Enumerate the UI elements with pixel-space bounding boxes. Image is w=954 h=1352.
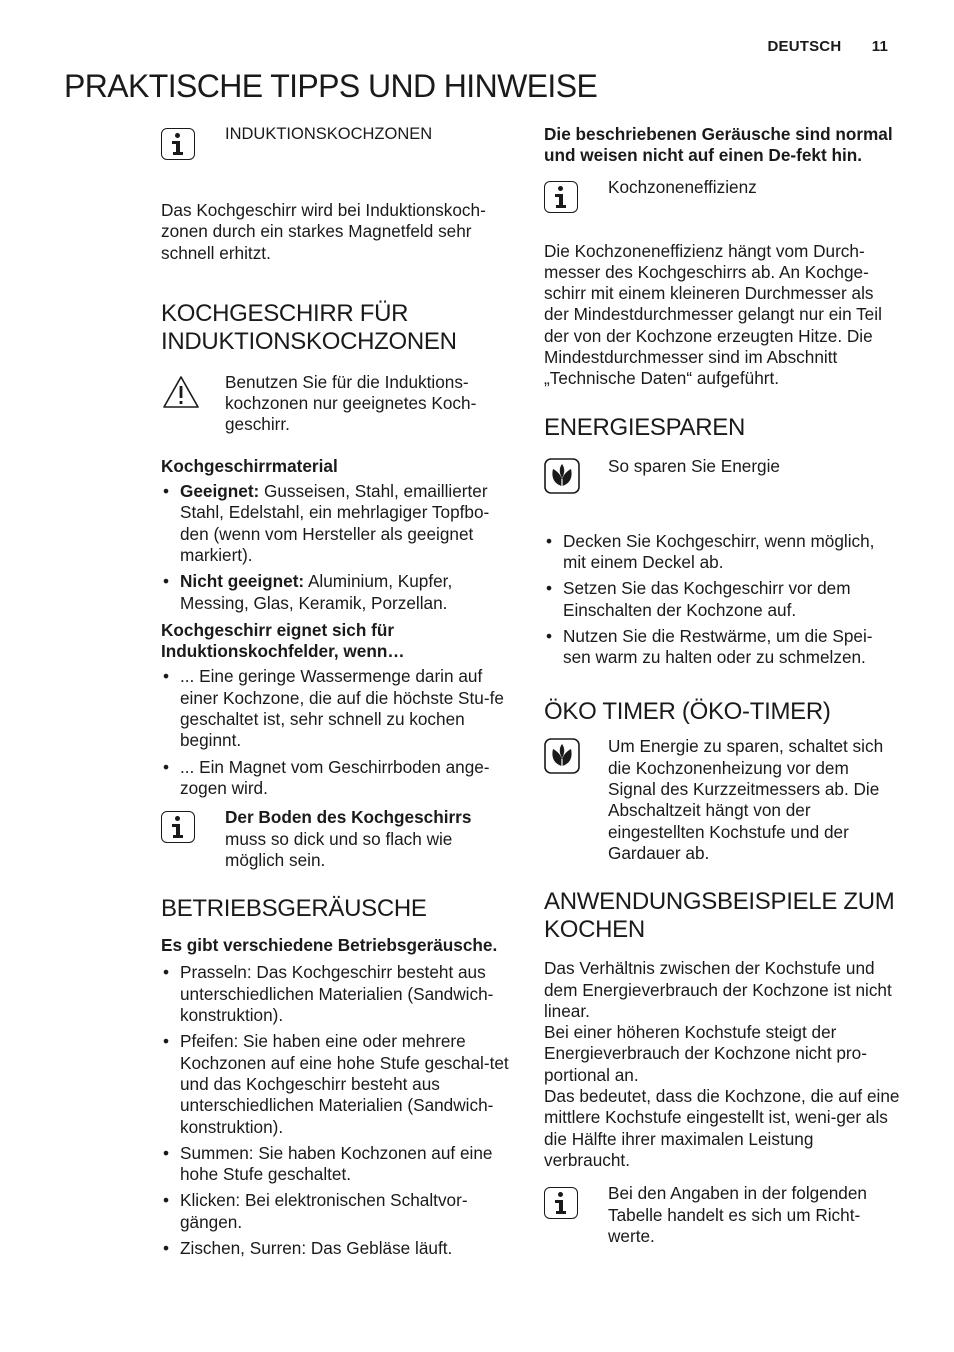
- info-note-table: [544, 1183, 900, 1247]
- left-column: [161, 124, 511, 1264]
- list-item: • Decken Sie Kochgeschirr, wenn möglich, mit einem Deckel ab.: [544, 531, 900, 574]
- list-item: • Summen: Sie haben Kochzonen auf eine hohe Stufe geschaltet.: [161, 1143, 511, 1186]
- efficiency-text: Die Kochzoneneffizienz hängt vom Durch-messer des Kochgeschirrs ab. An Kochge-schirr mit einem kleineren Durchmesser als der Mindestdurchmesser gelangt nur ein Teil der von der Kochzone erzeugten Hitze. Die Mindestdurchmesser sind im Abschnitt „Technische Daten“ aufgeführt.: [544, 240, 882, 389]
- list-item: • Nicht geeignet: Aluminium, Kupfer, Messing, Glas, Keramik, Porzellan.: [161, 571, 511, 614]
- list-item: • Geeignet: Gusseisen, Stahl, emaillierter Stahl, Edelstahl, ein mehrlagiger Topfbo-den (wenn vom Hersteller als geeignet markiert).: [161, 481, 511, 566]
- energy-list: [544, 531, 900, 669]
- note-label: INDUKTIONSKOCHZONEN: [225, 125, 433, 143]
- info-icon: [544, 1187, 578, 1219]
- eco-note: [544, 736, 900, 864]
- info-note-bottom: [161, 807, 511, 871]
- note-label: Kochzoneneffizienz: [608, 176, 757, 197]
- noise-normal-text: Die beschriebenen Geräusche sind normal und weisen nicht auf einen De-fekt hin.: [544, 124, 893, 166]
- suitable-heading: Kochgeschirr eignet sich für Induktionskochfelder, wenn…: [161, 619, 405, 662]
- energy-note: [544, 456, 900, 499]
- examples-text: Das Verhältnis zwischen der Kochstufe und dem Energieverbrauch der Kochzone ist nicht linear. Bei einer höheren Kochstufe steigt der Energieverbrauch der Kochzone nicht pro-portional an. Das bedeutet, dass die Kochzone, die auf eine mittlere Kochstufe eingestellt ist, weni-ger als die Hälfte ihrer maximalen Leistung verbraucht.: [544, 958, 900, 1170]
- info-icon: [161, 811, 195, 843]
- page-header: [767, 38, 888, 55]
- section-heading-eco-timer: ÖKO TIMER (ÖKO-TIMER): [544, 698, 831, 726]
- right-column: [544, 124, 900, 1247]
- info-icon: [544, 181, 578, 213]
- table-note-text: Bei den Angaben in der folgenden Tabelle handelt es sich um Richt-werte.: [608, 1183, 867, 1246]
- noise-list: [161, 962, 511, 1259]
- eco-timer-text: Um Energie zu sparen, schaltet sich die Kochzonenheizung vor dem Signal des Kurzzeitmessers ab. Die Abschaltzeit hängt von der eingestellten Kochstufe und der Gardauer ab.: [608, 736, 884, 863]
- warning-text: Benutzen Sie für die Induktions-kochzonen nur geeignetes Koch-geschirr.: [225, 371, 477, 435]
- section-heading-noise: BETRIEBSGERÄUSCHE: [161, 895, 427, 923]
- page-number: 11: [871, 38, 888, 55]
- note-text: Der Boden des Kochgeschirrs muss so dick und so flach wie möglich sein.: [225, 807, 472, 870]
- section-heading-cookware: KOCHGESCHIRR FÜR INDUKTIONSKOCHZONEN: [161, 299, 457, 355]
- section-heading-energy: ENERGIESPAREN: [544, 413, 746, 441]
- warning-note: [161, 372, 511, 436]
- eco-leaf-icon: [544, 458, 580, 494]
- list-item: • Setzen Sie das Kochgeschirr vor dem Einschalten der Kochzone auf.: [544, 578, 900, 621]
- page-title: PRAKTISCHE TIPPS UND HINWEISE: [64, 68, 598, 104]
- warning-icon: [161, 374, 201, 410]
- eco-leaf-icon: [544, 738, 580, 774]
- section-heading-examples: ANWENDUNGSBEISPIELE ZUM KOCHEN: [544, 888, 895, 944]
- list-item: • ... Ein Magnet vom Geschirrboden ange-zogen wird.: [161, 757, 511, 800]
- info-note-induction: [161, 124, 511, 160]
- list-item: • Zischen, Surren: Das Gebläse läuft.: [161, 1238, 511, 1259]
- noise-subheading: Es gibt verschiedene Betriebsgeräusche.: [161, 935, 498, 956]
- info-icon: [161, 128, 195, 160]
- intro-text: Das Kochgeschirr wird bei Induktionskoch-zonen durch ein starkes Magnetfeld sehr schnell erhitzt.: [161, 200, 486, 263]
- list-item: • ... Eine geringe Wassermenge darin auf einer Kochzone, die auf die höchste Stu-fe geschaltet ist, sehr schnell zu kochen beginnt.: [161, 666, 511, 751]
- suitable-list: [161, 666, 511, 799]
- list-item: • Nutzen Sie die Restwärme, um die Spei-sen warm zu halten oder zu schmelzen.: [544, 626, 900, 669]
- material-list: [161, 481, 511, 614]
- list-item: • Prasseln: Das Kochgeschirr besteht aus unterschiedlichen Materialien (Sandwich-konstruktion).: [161, 962, 511, 1026]
- material-heading: Kochgeschirrmaterial: [161, 455, 338, 476]
- info-note-efficiency: [544, 177, 900, 213]
- list-item: • Klicken: Bei elektronischen Schaltvor-gängen.: [161, 1190, 511, 1233]
- energy-note-text: So sparen Sie Energie: [608, 455, 780, 476]
- language-label: DEUTSCH: [767, 38, 842, 55]
- list-item: • Pfeifen: Sie haben eine oder mehrere Kochzonen auf eine hohe Stufe geschal-tet und das Kochgeschirr besteht aus unterschiedlichen Materialien (Sandwich-konstruktion).: [161, 1031, 511, 1137]
